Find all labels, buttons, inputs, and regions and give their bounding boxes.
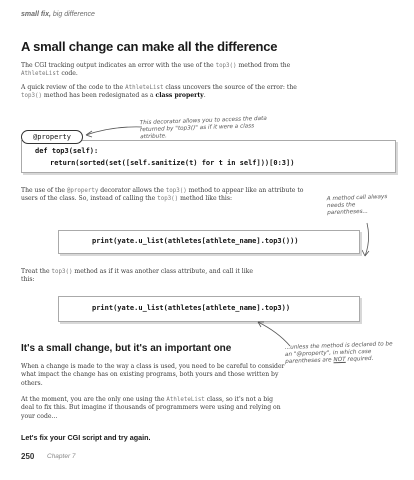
chapter-label: Chapter 7 xyxy=(47,453,76,460)
section-heading: It's a small change, but it's an important one xyxy=(21,343,232,354)
para2-text-4: . xyxy=(203,92,206,100)
annotation-arrow-1 xyxy=(82,124,144,140)
note3-text-2: required. xyxy=(345,356,374,364)
para3-code-3: top3() xyxy=(157,196,179,203)
decorator-pill: @property xyxy=(21,130,83,144)
para4-text-2: method as if it was another class attribute, and call it like this: xyxy=(21,268,253,284)
para1-code-2: AthleteList xyxy=(21,71,60,78)
para2-text-2: class uncovers the source of the error: the xyxy=(163,84,297,91)
paragraph-4 xyxy=(21,268,261,285)
para3-text-2: decorator allows the xyxy=(98,187,166,194)
paragraph-5: When a change is made to the way a class is used, you need to be careful to consider what impact the change has on existing programs, both yours and those written by others. xyxy=(21,363,285,387)
para2-bold: class property xyxy=(155,92,204,100)
para2-text-3: method has been redesignated as a xyxy=(41,92,156,100)
para3-code-2: top3() xyxy=(165,188,187,194)
para1-text-3: code. xyxy=(59,70,78,78)
code-method-call: print(yate.u_list(athletes[athlete_name].top3())) xyxy=(92,237,299,245)
page-heading: A small change can make all the difference xyxy=(21,39,278,54)
para6-text-1: At the moment, you are the only one using the xyxy=(21,396,167,403)
annotation-arrow-3 xyxy=(250,318,295,348)
annotation-decorator: This decorator allows you to access the data returned by "top3()" as if it were a class attribute. xyxy=(139,115,267,141)
para6-code-1: AthleteList xyxy=(166,397,205,403)
annotation-property xyxy=(285,341,398,367)
para6-text-2: class, so it's not a big deal to fix this. But imagine if thousands of programmers were using and relying on your code... xyxy=(21,396,281,420)
para4-code-1: top3() xyxy=(51,269,73,275)
paragraph-2 xyxy=(21,84,316,101)
running-head xyxy=(21,11,95,18)
para3-text-1: The use of the xyxy=(21,187,67,194)
para1-text-2: method from the xyxy=(236,62,291,69)
paragraph-6 xyxy=(21,396,286,421)
para2-code-1: AthleteList xyxy=(125,85,164,91)
code-attribute-call: print(yate.u_list(athletes[athlete_name].top3)) xyxy=(92,304,291,312)
call-to-action: Let's fix your CGI script and try again. xyxy=(21,433,151,442)
para4-text-1: Treat the xyxy=(21,268,52,275)
para3-text-3: method to appear like an attribute to users of the class. So, instead of calling the xyxy=(21,187,304,203)
running-head-title: small fix, xyxy=(21,11,51,18)
annotation-method-call: A method call always needs the parentheses... xyxy=(326,194,388,217)
code-def-line: def top3(self): xyxy=(35,147,99,155)
page-number: 250 xyxy=(21,452,35,461)
note3-not: NOT xyxy=(333,357,346,364)
code-block-1 xyxy=(21,140,396,173)
paragraph-1 xyxy=(21,62,316,79)
note3-text-1: ...unless the method is declared to be an "@property", in which case parentheses are xyxy=(284,341,393,366)
para2-text-1: A quick review of the code to the xyxy=(21,84,126,91)
para3-code-1: @property xyxy=(66,188,99,194)
paragraph-3 xyxy=(21,187,306,204)
para3-text-4: method like this: xyxy=(178,195,233,203)
para1-text-1: The CGI tracking output indicates an error with the use of the xyxy=(21,62,216,69)
running-head-subtitle: big difference xyxy=(50,11,95,18)
para1-code-1: top3() xyxy=(215,63,237,69)
code-return-line: return(sorted(set([self.sanitize(t) for t in self]))[0:3]) xyxy=(50,159,295,167)
para2-code-2: top3() xyxy=(21,93,42,100)
